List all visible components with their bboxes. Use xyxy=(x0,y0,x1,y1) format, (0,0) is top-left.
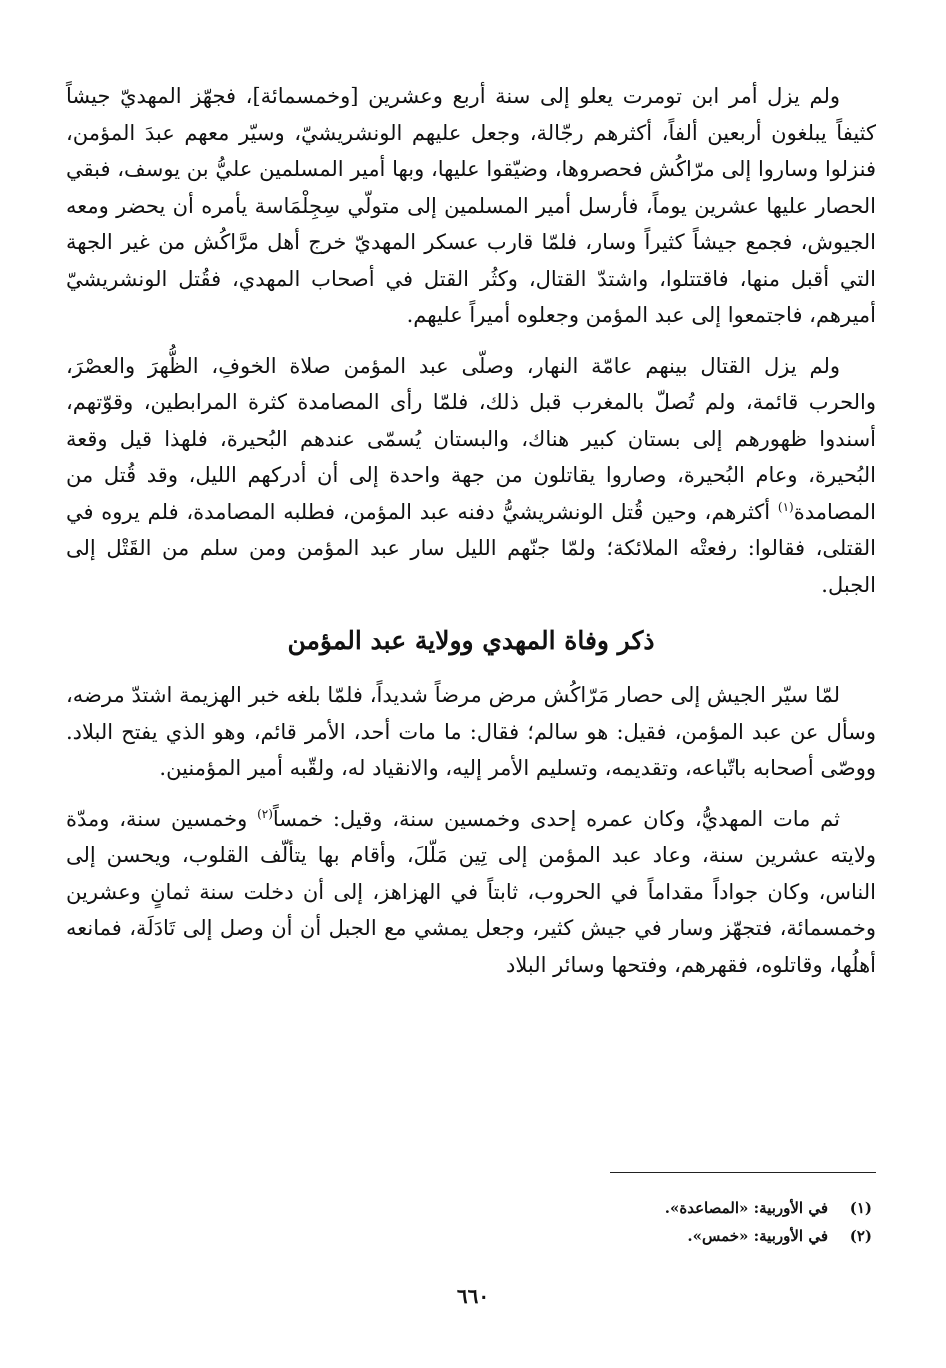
footnote-2 xyxy=(372,1222,872,1250)
footnote-1-text: في الأوربية: «المصاعدة». xyxy=(664,1199,828,1217)
page-number: ٦٦٠ xyxy=(456,1284,490,1308)
paragraph-4-text-a: ثم مات المهديُّ، وكان عمره إحدى وخمسين سنة، وقيل: خمساً xyxy=(272,806,841,831)
paragraph-4 xyxy=(66,801,876,984)
paragraph-2-text-b: أكثرهم، وحين قُتل الونشريشيُّ دفنه عبد المؤمن، فطلبه المصامدة، فلم يروه في القتلى، فقالوا: رفعتْه الملائكة؛ ولمّا جنّهم الليل سار عبد المؤمن ومن سلم من القَتْل إلى الجبل. xyxy=(66,499,876,597)
footnote-1-number: (١) xyxy=(849,1199,872,1217)
paragraph-1: ولم يزل أمر ابن تومرت يعلو إلى سنة أربع وعشرين [وخمسمائة]، فجهّز المهديّ جيشاً كثيفاً يبلغون أربعين ألفاً، أكثرهم رجّالة، وجعل عليهم الونشريشيّ، وسيّر معهم عبدَ المؤمن، فنزلوا وساروا إلى مرّاكُش فحصروها، وضيّقوا عليها، وبها أمير المسلمين عليُّ بن يوسف، فبقي الحصار عليها عشرين يوماً، فأرسل أمير المسلمين إلى متولّي سِجِلْمَاسة يأمره أن يحضر ومعه الجيوش، فجمع جيشاً كثيراً وسار، فلمّا قارب عسكر المهديّ خرج أهل مرَّاكُش من غير الجهة التي أقبل منها، فاقتتلوا، واشتدّ القتال، وكثُر القتل في أصحاب المهدي، فقُتل الونشريشيّ أميرهم، فاجتمعوا إلى عبد المؤمن وجعلوه أميراً عليهم. xyxy=(66,84,876,327)
footnote-ref-2: (٢) xyxy=(257,806,273,821)
footnote-divider xyxy=(610,1172,876,1173)
footnote-2-text: في الأوربية: «خمس». xyxy=(687,1227,828,1245)
paragraph-4-text-b: وخمسين سنة، ومدّة ولايته عشرين سنة، وعاد عبد المؤمن إلى تِين مَلّلَ، وأقام بها يتألّف القلوب، ويحسن إلى الناس، وكان جواداً مقداماً في الحروب، ثابتاً في الهزاهز، إلى أن دخلت سنة ثمانٍ وعشرين وخمسمائة، فتجهّز وسار في جيش كثير، وجعل يمشي مع الجبل أن أن وصل إلى تَادَلَة، فمانعه أهلُها، وقاتلوه، فقهرهم، وفتحها وسائر البلاد xyxy=(66,806,876,977)
footnotes xyxy=(372,1194,872,1250)
paragraph-2-text-a: ولم يزل القتال بينهم عامّة النهار، وصلّى عبد المؤمن صلاة الخوفِ، الظُّهرَ والعصْرَ، والحرب قائمة، ولم تُصلّ بالمغرب قبل ذلك، فلمّا رأى المصامدة كثرة المرابطين، وقوّتهم، أسندوا ظهورهم إلى بستان كبير هناك، والبستان يُسمّى عندهم البُحيرة، فلهذا قيل وقعة البُحيرة، وعام البُحيرة، وصاروا يقاتلون من جهة واحدة إلى أن أدركهم الليل، وقد قُتل من المصامدة xyxy=(66,353,876,524)
paragraph-3: لمّا سيّر الجيش إلى حصار مَرّاكُش مرض مرضاً شديداً، فلمّا بلغه خبر الهزيمة اشتدّ مرضه، وسأل عن عبد المؤمن، فقيل: هو سالم؛ فقال: ما مات أحد، الأمر قائم، وهو الذي يفتح البلاد. ووصّى أصحابه باتّباعه، وتقديمه، وتسليم الأمر إليه، والانقياد له، ولقّبه أمير المؤمنين. xyxy=(66,683,876,780)
section-heading: ذكر وفاة المهدي وولاية عبد المؤمن xyxy=(287,626,655,655)
footnote-2-number: (٢) xyxy=(849,1227,872,1245)
page-body xyxy=(66,78,876,983)
paragraph-2 xyxy=(66,348,876,604)
footnote-ref-1: (١) xyxy=(777,499,794,514)
footnote-1 xyxy=(372,1194,872,1222)
